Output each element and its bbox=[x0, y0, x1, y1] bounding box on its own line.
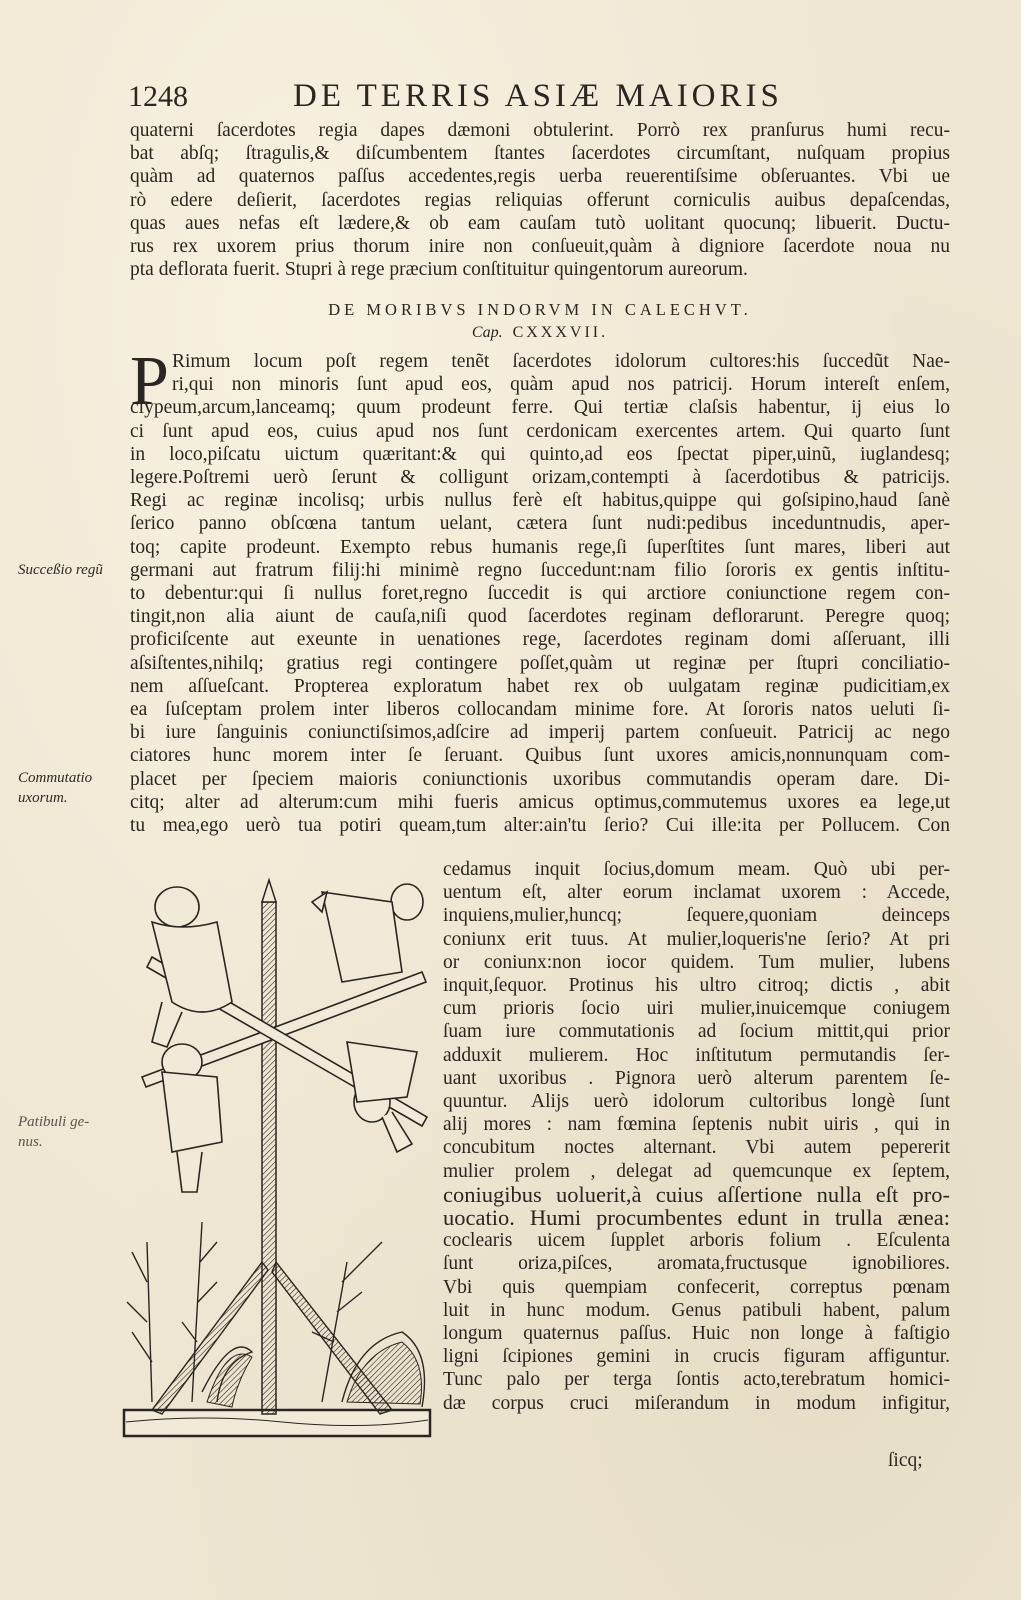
running-title: DE TERRIS ASIÆ MAIORIS bbox=[293, 78, 783, 114]
text-line: luit in hunc modum. Genus patibuli habent, palum bbox=[443, 1299, 950, 1321]
marginal-note-line: nus. bbox=[18, 1134, 43, 1150]
text-line: adduxit mulierem. Hoc inſtitutum permutandis ſer- bbox=[443, 1044, 950, 1066]
text-line: toq; capite prodeunt. Exempto rebus humanis rege,ſi ſuperſtites ſunt mares, liberi aut bbox=[130, 536, 950, 558]
text-line: coniugibus uoluerit,à cuius aſſertione nulla eſt pro- bbox=[443, 1181, 950, 1207]
text-line: inquiens,mulier,huncq; ſequere,quoniam deinceps bbox=[443, 905, 950, 927]
text-line: coniunx erit tuus. At mulier,loqueris'ne ſerio? At pri bbox=[443, 928, 950, 950]
text-line: nem aſſueſcant. Propterea exploratum habet rex ob uulgatam reginæ pudicitiam,ex bbox=[130, 675, 950, 697]
text-line: ea ſuſceptam prolem inter liberos collocandam minime fore. At ſororis natos ueluti ſi- bbox=[130, 699, 950, 721]
text-line: coclearis uicem ſupplet arboris folium . Eſculenta bbox=[443, 1230, 950, 1252]
page-number: 1248 bbox=[128, 80, 188, 113]
text-line: ci ſunt apud eos, cuius apud nos ſunt cerdonicam exercentes artem. Qui quarto ſunt bbox=[130, 420, 950, 442]
side-paragraph bbox=[443, 858, 950, 1415]
text-line: uentum eſt, alter eorum inclamat uxorem : Accede, bbox=[443, 882, 950, 904]
text-line: Regi ac reginæ incolisq; urbis nullus ferè eſt habitus,quippe qui goſsipino,haud ſanè bbox=[130, 490, 950, 512]
text-line: ri,qui non minoris ſunt apud eos, quàm apud nos patricij. Horum intereſt enſem, bbox=[172, 374, 950, 396]
text-line: uant uxoribus . Pignora uerò alterum parentem ſe- bbox=[443, 1067, 950, 1089]
text-line: citq; alter ad alterum:cum mihi fueris amicus optimus,commutemus uxores ea lege,ut bbox=[130, 791, 950, 813]
marginal-note-line: uxorum. bbox=[18, 790, 68, 806]
drop-cap: P bbox=[130, 343, 169, 420]
text-line: ſuam iure commutationis ad ſocium mittit,qui prior bbox=[443, 1021, 950, 1043]
text-line: in loco,piſcatu uictum quæritant:& qui quinto,ad eos ſpectat piper,uinũ, iuglandesq; bbox=[130, 443, 950, 465]
cap-label: Cap. bbox=[471, 324, 503, 341]
text-line: cedamus inquit ſocius,domum meam. Quò ubi per- bbox=[443, 859, 950, 880]
text-line: rus rex uxorem prius thorum inire non conſueuit,quàm à digniore ſacerdote noua nu bbox=[130, 236, 950, 258]
text-line: bi iure ſanguinis coniunctiſsimos,adſcire ad imperij partem conſueuit. Patricij ac nego bbox=[130, 722, 950, 744]
marginal-note-line: Succeßio regũ bbox=[18, 562, 103, 578]
marginal-note-gallows bbox=[18, 1112, 89, 1152]
marginal-note-line: Patibuli ge- bbox=[18, 1114, 90, 1130]
woodcut-illustration bbox=[122, 862, 434, 1440]
text-line: alij mores : nam fœmina ſeptenis nubit uiris , qui in bbox=[443, 1114, 950, 1136]
marginal-note-wife-exchange bbox=[18, 768, 92, 808]
marginal-note-succession bbox=[18, 560, 103, 580]
text-line: uocatio. Humi procumbentes edunt in trulla ænea: bbox=[443, 1205, 950, 1231]
text-line: Vbi quis quempiam confecerit, correptus pœnam bbox=[443, 1276, 950, 1298]
text-line: clypeum,arcum,lanceamq; quum prodeunt ferre. Qui tertiæ claſsis habentur, ij eius lo bbox=[130, 397, 950, 419]
chapter-number bbox=[130, 324, 950, 342]
text-line: legere.Poſtremi uerò ſerunt & colligunt orizam,contempti à ſacerdotibus & patricijs. bbox=[130, 467, 950, 489]
text-line: or coniunx:non iocor quidem. Tum mulier, lubens bbox=[443, 951, 950, 973]
text-line: Rimum locum poſt regem tenẽt ſacerdotes idolorum cultores:his ſuccedũt Nae- bbox=[172, 351, 950, 372]
text-line: placet per ſpeciem maioris coniunctionis uxoribus commutandis operam dare. Di- bbox=[130, 768, 950, 790]
text-line: quàm ad quaternos paſſus accedentes,regis uerba reuerentiſsime obſeruantes. Vbi ue bbox=[130, 166, 950, 188]
text-line: quuntur. Alijs uerò idolorum cultoribus longè ſunt bbox=[443, 1091, 950, 1113]
text-line: quas aues nefas eſt lædere,& ob eam cauſam tutò uolitant quocunq; libuerit. Ductu- bbox=[130, 212, 950, 234]
text-line: dæ corpus cruci miſerandum in modum infigitur, bbox=[443, 1392, 950, 1414]
chapter-heading: DE MORIBVS INDORVM IN CALECHVT. bbox=[328, 300, 752, 319]
main-paragraph bbox=[130, 343, 950, 837]
text-line: quaterni ſacerdotes regia dapes dæmoni obtulerint. Porrò rex pranſurus humi recu- bbox=[130, 120, 950, 141]
text-line: ligni ſcipiones gemini in crucis figuram affiguntur. bbox=[443, 1346, 950, 1368]
text-line: ſunt oriza,piſces, aromata,fructusque ignobiliores. bbox=[443, 1253, 950, 1275]
text-line: aſsiſtentes,nihilq; gratius regi contingere poſſet,quàm ut reginæ per ſtupri conciliatio- bbox=[130, 652, 950, 674]
running-head bbox=[128, 78, 868, 118]
catchword: ſicq; bbox=[888, 1450, 923, 1471]
text-line: ciatores hunc morem inter ſe ſeruant. Quibus ſunt uxores amicis,nonnunquam com- bbox=[130, 745, 950, 767]
marginal-note-line: Commutatio bbox=[18, 770, 93, 786]
text-line: tu mea,ego uerò tua potiri queam,tum alter:ain'tu ſerio? Cui ille:ita per Pollucem. Con bbox=[130, 815, 950, 837]
text-line: bat abſq; ſtragulis,& diſcumbentem ſtantes ſacerdotes circumſtant, nuſquam propius bbox=[130, 143, 950, 165]
text-line: to debentur:qui ſi nullus foret,regno ſuccedit is qui arctiore coniunctione regem con- bbox=[130, 583, 950, 605]
text-line: rò edere deſierit, ſacerdotes regias reliquias offerunt corniculis auibus depaſcendas, bbox=[130, 189, 950, 211]
text-line: germani aut fratrum filij:hi minimè regno ſuccedunt:nam filio ſororis ex gentis inſtitu- bbox=[130, 559, 950, 581]
text-line: ſerico panno obſcœna tantum uelant, cætera ſunt nudi:pedibus inceduntnudis, aper- bbox=[130, 513, 950, 535]
text-line: cum prioris ſocio uiri mulier,inuicemque coniugem bbox=[443, 998, 950, 1020]
gallows-woodcut-icon bbox=[122, 862, 434, 1440]
cap-number: CXXXVII. bbox=[512, 324, 609, 341]
text-line: mulier prolem , delegat ad quemcunque ex ſeptem, bbox=[443, 1160, 950, 1182]
text-line: concubitum noctes alternant. Vbi autem pepererit bbox=[443, 1137, 950, 1159]
text-line: pta deflorata fuerit. Stupri à rege præcium conſtituitur quingentorum aureorum. bbox=[130, 259, 748, 281]
text-line: tingit,non alia aiunt de cauſa,niſi quod ſacerdotes reginam deflorarunt. Peregre quoq; bbox=[130, 606, 950, 628]
text-line: Tunc palo per terga ſontis acto,terebratum homici- bbox=[443, 1369, 950, 1391]
text-line: longum quaternus paſſus. Huic non longe à faſtigio bbox=[443, 1323, 950, 1345]
text-line: proficiſcente aut exeunte in uenationes rege, ſacerdotes reginam domi aſſeruant, illi bbox=[130, 629, 950, 651]
top-paragraph bbox=[130, 119, 950, 281]
text-line: inquit,ſequor. Protinus his ultro citroq; dictis , abit bbox=[443, 975, 950, 997]
